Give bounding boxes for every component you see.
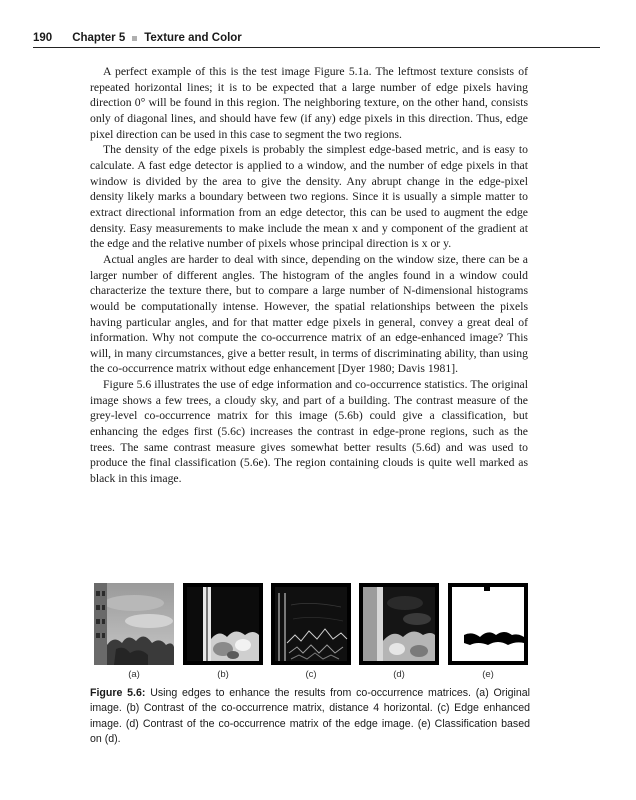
header-separator <box>132 36 137 41</box>
figure-panel-a <box>94 583 174 665</box>
panel-label-a: (a) <box>128 669 140 680</box>
figure-panel-e <box>448 583 528 665</box>
header-rule <box>33 47 600 48</box>
section-title: Texture and Color <box>144 32 242 44</box>
figure-5-6 <box>94 583 530 665</box>
figure-panel-b <box>183 583 263 665</box>
paragraph-4: Figure 5.6 illustrates the use of edge information and co-occurrence statistics. The original image shows a few trees, a cloudy sky, and part of a building. The contrast measure of the grey-level co-occurrence matrix for this image (5.6b) could give a classification, but enhancing the edges first (5.6c) increases the contrast in edge-prone regions, such as the trees. The same contrast measure gives somewhat better results (5.6d) and was used to produce the final classification (5.6e). The region containing clouds is quite well marked as black in this image. <box>90 378 528 486</box>
figure-caption <box>90 686 530 747</box>
chapter-label: Chapter 5 <box>72 32 126 44</box>
panel-label-c: (c) <box>305 669 317 680</box>
panel-label-e: (e) <box>482 669 494 680</box>
figure-panel-d <box>359 583 439 665</box>
caption-label: Figure 5.6: <box>90 687 146 699</box>
paragraph-3: Actual angles are harder to deal with since, depending on the window size, there can be a larger number of different angles. The histogram of the angles found in a window could characterize the texture there, but to compare a large number of N-dimensional histograms would be computationally intense. However, the spatial relationships between the pixels having particular angles, and for that matter edge pixels in general, convey a great deal of information. Why not compute the co-occurrence matrix of an edge-enhanced image? This will, in many circumstances, give a better result, in terms of discriminating ability, than using the co-occurrence matrix without edge enhancement [Dyer 1980; Davis 1981]. <box>90 252 528 376</box>
paragraph-1: A perfect example of this is the test image Figure 5.1a. The leftmost texture consists of repeated horizontal lines; it is to be expected that a large number of edge pixels having direction 0° will be found in this region. The neighboring texture, on the other hand, consists only of diagonal lines, and should have few (if any) edge pixels in this direction. Thus, edge pixel direction can be used in this case to segment the two regions. <box>90 65 528 141</box>
figure-panel-c <box>271 583 351 665</box>
body-text <box>90 64 528 487</box>
page-number: 190 <box>33 32 53 44</box>
panel-label-d: (d) <box>393 669 405 680</box>
panel-label-b: (b) <box>217 669 229 680</box>
running-header <box>33 30 600 46</box>
paragraph-2: The density of the edge pixels is probably the simplest edge-based metric, and is easy to calculate. A fast edge detector is applied to a window, and the number of edge pixels in that window is divided by the area to give the density. Any abrupt change in the edge-pixel density likely marks a boundary between two regions. Since it is usually a simple matter to extract directional information from an edge detector, this can be used to augment the edge density. Easy measurements to make include the mean x and y component of the gradient at the edge and the relative number of pixels whose principal direction is x or y. <box>90 143 528 251</box>
caption-text: Using edges to enhance the results from co-occurrence matrices. (a) Original image. (b) Contrast of the co-occurrence matrix, distance 4 horizontal. (c) Edge enhanced image. (d) Contrast of the co-occurrence matrix of the edge image. (e) Classification based on (d). <box>90 687 530 745</box>
